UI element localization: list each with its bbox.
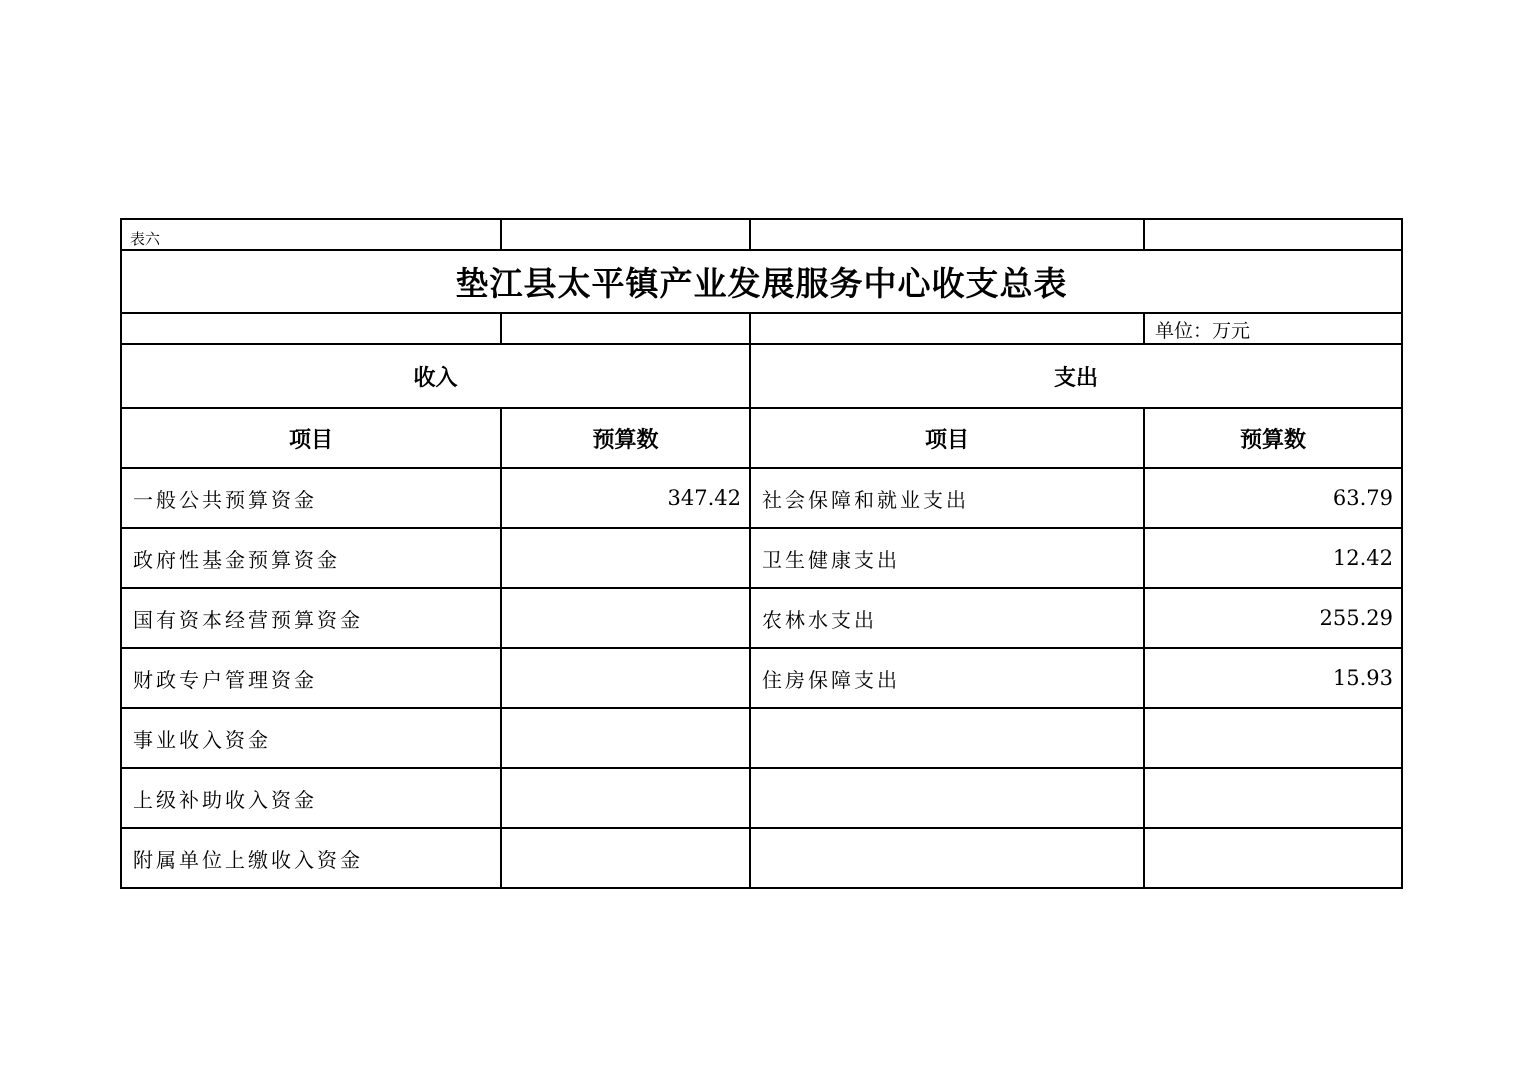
expense-budget: 12.42 bbox=[1144, 528, 1402, 588]
expense-item bbox=[750, 768, 1144, 828]
table-row bbox=[121, 768, 1402, 828]
income-expense-summary-table bbox=[120, 218, 1403, 889]
income-item: 附属单位上缴收入资金 bbox=[121, 828, 501, 888]
expense-item-header: 项目 bbox=[750, 408, 1144, 468]
column-header-row bbox=[121, 408, 1402, 468]
income-header: 收入 bbox=[121, 344, 750, 408]
table-row bbox=[121, 708, 1402, 768]
table-label-row bbox=[121, 219, 1402, 250]
income-item: 一般公共预算资金 bbox=[121, 468, 501, 528]
table-row bbox=[121, 588, 1402, 648]
expense-budget-header: 预算数 bbox=[1144, 408, 1402, 468]
table-title: 垫江县太平镇产业发展服务中心收支总表 bbox=[121, 250, 1402, 313]
empty-cell bbox=[501, 313, 750, 344]
empty-cell bbox=[750, 313, 1144, 344]
income-item: 国有资本经营预算资金 bbox=[121, 588, 501, 648]
unit-row bbox=[121, 313, 1402, 344]
income-budget bbox=[501, 828, 750, 888]
income-budget bbox=[501, 528, 750, 588]
expense-item: 社会保障和就业支出 bbox=[750, 468, 1144, 528]
income-item: 上级补助收入资金 bbox=[121, 768, 501, 828]
empty-cell bbox=[501, 219, 750, 250]
expense-budget bbox=[1144, 708, 1402, 768]
table-row bbox=[121, 468, 1402, 528]
expense-item bbox=[750, 708, 1144, 768]
expense-item bbox=[750, 828, 1144, 888]
expense-budget: 255.29 bbox=[1144, 588, 1402, 648]
expense-budget bbox=[1144, 768, 1402, 828]
expense-item: 卫生健康支出 bbox=[750, 528, 1144, 588]
income-item: 事业收入资金 bbox=[121, 708, 501, 768]
empty-cell bbox=[121, 313, 501, 344]
empty-cell bbox=[750, 219, 1144, 250]
title-row bbox=[121, 250, 1402, 313]
income-item: 政府性基金预算资金 bbox=[121, 528, 501, 588]
expense-header: 支出 bbox=[750, 344, 1402, 408]
income-budget bbox=[501, 648, 750, 708]
income-budget bbox=[501, 588, 750, 648]
table-row bbox=[121, 648, 1402, 708]
expense-item: 农林水支出 bbox=[750, 588, 1144, 648]
income-item: 财政专户管理资金 bbox=[121, 648, 501, 708]
group-header-row bbox=[121, 344, 1402, 408]
table-row bbox=[121, 528, 1402, 588]
income-budget bbox=[501, 768, 750, 828]
income-budget-header: 预算数 bbox=[501, 408, 750, 468]
expense-budget: 15.93 bbox=[1144, 648, 1402, 708]
income-budget: 347.42 bbox=[501, 468, 750, 528]
table-row bbox=[121, 828, 1402, 888]
empty-cell bbox=[1144, 219, 1402, 250]
expense-item: 住房保障支出 bbox=[750, 648, 1144, 708]
table-label: 表六 bbox=[121, 219, 501, 250]
expense-budget bbox=[1144, 828, 1402, 888]
income-item-header: 项目 bbox=[121, 408, 501, 468]
income-budget bbox=[501, 708, 750, 768]
expense-budget: 63.79 bbox=[1144, 468, 1402, 528]
unit-label: 单位：万元 bbox=[1144, 313, 1402, 344]
